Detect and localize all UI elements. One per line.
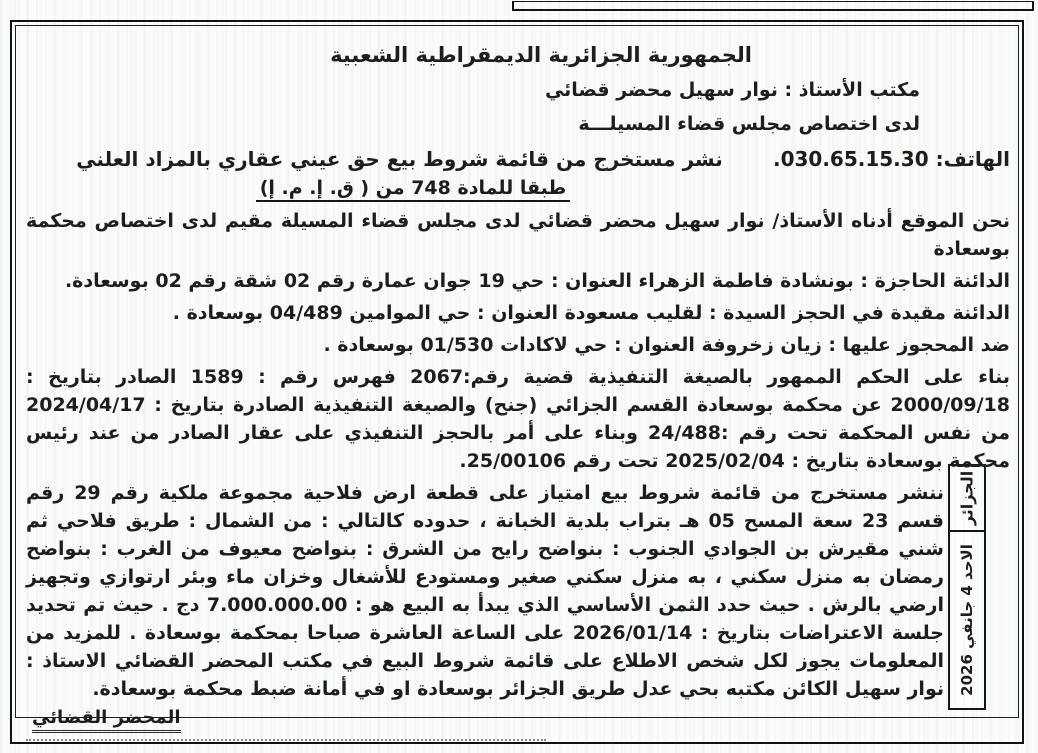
signature-label: المحضر القضائي [32, 707, 181, 733]
intro-paragraph: نحن الموقع أدناه الأستاذ/ نوار سهيل محضر قضائي لدى مجلس قضاء المسيلة مقيم لدى اختصاص محكمة بوسعادة [26, 210, 1010, 260]
issue-date: الاحد 4 جانفي 2026 [958, 544, 976, 696]
bailiff-office-line: مكتب الأستاذ : نوار سهيل محضر قضائي [544, 79, 920, 101]
notice-title: نشر مستخرج من قائمة شروط بيع حق عيني عقاري بالمزاد العلني [76, 147, 723, 171]
signature-row [32, 705, 1010, 731]
adjacent-notice-border-fragment [512, 1, 1034, 11]
seized-party-line: ضد المحجوز عليها : زيان زخروفة العنوان : حي لاكادات 01/530 بوسعادة . [323, 334, 1010, 356]
registered-creditor-line: الدائنة مقيدة في الحجز السيدة : لقليب مسعودة العنوان : حي الموامين 04/489 بوسعادة . [172, 302, 1010, 324]
sale-notice-paragraph: ننشر مستخرج من قائمة شروط بيع امتياز على قطعة ارض فلاحية مجموعة ملكية رقم 29 رقم قسم 23 سعة المسح 05 هـ بتراب بلدية الخبانة ، حدوده كالتالي : من الشمال : طريق فلاحي ثم شني مقيرش بن الجوادي الجنوب : بنواضح رايح من الشرق : بنواضح معيوف من الغرب : بنواضح رمضان به منزل سكني ، به منزل سكني صغير ومستودع للأشغال وخزان ماء وبئر ارتوازي وتجهيز ارضي بالرش . حيث حدد الثمن الأساسي الذي يبدأ به البيع هو : 7.000.000.00 دج . حيث تم تحديد جلسة الاعتراضات بتاريخ : 2026/01/14 على الساعة العاشرة صباحا بمحكمة بوسعادة . للمزيد من المعلومات يجوز لكل شخص الاطلاع على قائمة شروط البيع في مكتب المحضر القضائي الاستاذ : نوار سهيل الكائن مكتبه بحي عدل طريق الجزائر بوسعادة او في أمانة ضبط محكمة بوسعادة. [26, 482, 944, 700]
newspaper-name: الجزائر [957, 470, 977, 526]
judgment-paragraph: بناء على الحكم الممهور بالصيغة التنفيذية قضية رقم:2067 فهرس رقم : 1589 الصادر بتاريخ : 2000/09/18 عن محكمة بوسعادة القسم الجزائي (جنح) والصيغة التنفيذية الصادرة بتاريخ : 2024/04/17 من نفس المحكمة تحت رقم :24/488 وبناء على أمر بالحجز التنفيذي على عقار الصادر من عند رئيس محكمة بوسعادة بتاريخ : 2025/02/04 تحت رقم 25/00106. [26, 366, 1010, 472]
notice-content [26, 26, 1010, 728]
republic-heading: الجمهورية الجزائرية الديمقراطية الشعبية [330, 43, 752, 67]
phone-title-row [26, 144, 1010, 174]
notice-subtitle-row [26, 174, 1010, 203]
notice-subtitle: طبقا للمادة 748 من ( ق. إ. م. إ) [256, 177, 571, 202]
jurisdiction-line: لدى اختصاص مجلس قضاء المسيلـــة [578, 113, 920, 135]
seizing-creditor-line: الدائنة الحاجزة : بونشادة فاطمة الزهراء العنوان : حي 19 جوان عمارة رقم 02 شقة رقم 02 بوسعادة. [64, 270, 1010, 292]
phone-number: الهاتف: 030.65.15.30. [772, 147, 1010, 171]
scan-dotted-line [26, 739, 546, 741]
notice-frame [10, 20, 1024, 744]
